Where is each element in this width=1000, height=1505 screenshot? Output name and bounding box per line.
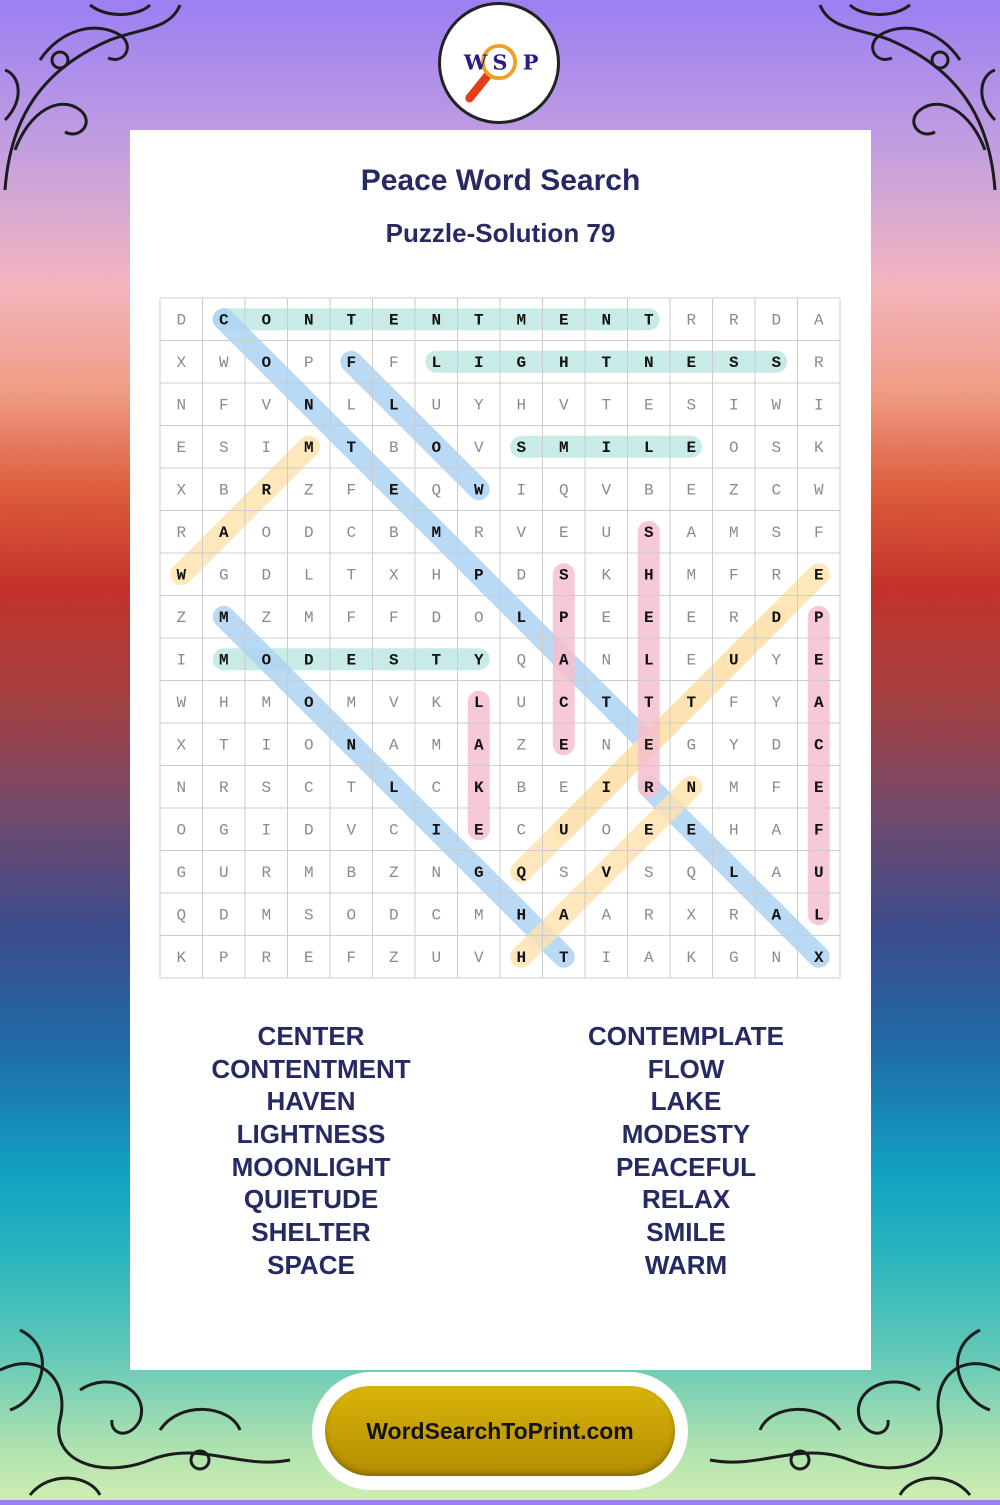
grid-cell[interactable]: N — [303, 311, 314, 330]
grid-cell[interactable]: X — [686, 906, 697, 925]
grid-cell[interactable]: N — [431, 863, 442, 882]
grid-cell[interactable]: B — [516, 778, 527, 797]
grid-cell[interactable]: C — [303, 778, 314, 797]
word-list-item: SMILE — [646, 1217, 726, 1248]
grid-cell[interactable]: M — [303, 608, 314, 627]
grid-cell[interactable]: G — [176, 863, 187, 882]
grid-cell[interactable]: R — [728, 311, 739, 330]
grid-cell[interactable]: Q — [516, 651, 527, 670]
grid-cell[interactable]: M — [558, 438, 569, 457]
grid-cell[interactable]: N — [601, 311, 612, 330]
grid-cell[interactable]: M — [261, 693, 272, 712]
grid-cell[interactable]: F — [728, 693, 739, 712]
grid-cell[interactable]: V — [601, 863, 612, 882]
grid-cell[interactable]: E — [473, 821, 484, 840]
grid-cell[interactable]: M — [261, 906, 272, 925]
word-list-right — [506, 1020, 866, 1282]
grid-cell[interactable]: W — [218, 353, 229, 372]
grid-cell[interactable]: E — [558, 736, 569, 755]
grid-cell[interactable]: U — [516, 693, 527, 712]
grid-cell[interactable]: N — [176, 778, 187, 797]
grid-cell[interactable]: D — [303, 523, 314, 542]
grid-cell[interactable]: F — [346, 481, 357, 500]
grid-cell[interactable]: E — [643, 396, 654, 415]
grid-cell[interactable]: D — [771, 311, 782, 330]
grid-cell[interactable]: P — [813, 608, 824, 627]
page-title: Peace Word Search — [360, 164, 641, 197]
grid-cell[interactable]: H — [558, 353, 569, 372]
grid-cell[interactable]: V — [601, 481, 612, 500]
grid-cell[interactable]: K — [431, 693, 442, 712]
grid-cell[interactable]: I — [728, 396, 739, 415]
grid-cell[interactable]: L — [516, 608, 527, 627]
grid-cell[interactable]: F — [813, 821, 824, 840]
grid-cell[interactable]: O — [261, 311, 272, 330]
page-subtitle: Puzzle-Solution 79 — [385, 218, 616, 248]
grid-cell[interactable]: I — [261, 438, 272, 457]
grid-cell[interactable]: A — [473, 736, 484, 755]
word-list-item: RELAX — [641, 1184, 731, 1215]
grid-cell[interactable]: E — [303, 948, 314, 967]
grid-cell[interactable]: B — [218, 481, 229, 500]
grid-cell[interactable]: E — [643, 736, 654, 755]
word-list-item: MODESTY — [621, 1119, 751, 1150]
grid-cell[interactable]: Z — [388, 863, 399, 882]
grid-cell[interactable]: R — [176, 523, 187, 542]
site-banner-pill[interactable] — [325, 1386, 675, 1476]
grid-cell[interactable]: A — [686, 523, 697, 542]
grid-cell[interactable]: C — [431, 906, 442, 925]
grid-cell[interactable]: I — [813, 396, 824, 415]
grid-cell[interactable]: S — [728, 353, 739, 372]
grid-cell[interactable]: Q — [176, 906, 187, 925]
word-list-item: SPACE — [267, 1249, 355, 1280]
grid-cell[interactable]: S — [516, 438, 527, 457]
grid-cell[interactable]: L — [643, 651, 654, 670]
grid-cell[interactable]: Q — [686, 863, 697, 882]
grid-cell[interactable]: O — [176, 821, 187, 840]
grid-cell[interactable]: D — [176, 311, 187, 330]
grid-cell[interactable]: R — [261, 481, 272, 500]
grid-cell[interactable]: W — [473, 481, 484, 500]
grid-cell[interactable]: E — [558, 523, 569, 542]
grid-cell[interactable]: E — [686, 481, 697, 500]
grid-cell[interactable]: S — [558, 566, 569, 585]
grid-cell[interactable]: S — [643, 523, 654, 542]
word-search-grid — [130, 130, 871, 990]
wsp-logo — [438, 2, 560, 124]
grid-cell[interactable]: S — [558, 863, 569, 882]
grid-cell[interactable]: F — [771, 778, 782, 797]
grid-cell[interactable]: E — [813, 778, 824, 797]
grid-cell[interactable]: C — [346, 523, 357, 542]
grid-cell[interactable]: M — [431, 523, 442, 542]
grid-cell[interactable]: D — [388, 906, 399, 925]
logo-letter-p: P — [522, 49, 539, 75]
grid-cell[interactable]: E — [686, 821, 697, 840]
grid-cell[interactable]: U — [431, 396, 442, 415]
grid-cell[interactable]: C — [516, 821, 527, 840]
grid-cell[interactable]: V — [558, 396, 569, 415]
logo-letter-s: S — [492, 49, 508, 75]
grid-cell[interactable]: I — [601, 778, 612, 797]
grid-cell[interactable]: L — [643, 438, 654, 457]
grid-cell[interactable]: E — [643, 608, 654, 627]
grid-cell[interactable]: E — [686, 438, 697, 457]
grid-cell[interactable]: K — [686, 948, 697, 967]
grid-cell[interactable]: O — [261, 353, 272, 372]
grid-cell[interactable]: C — [813, 736, 824, 755]
grid-cell[interactable]: M — [218, 608, 229, 627]
grid-cell[interactable]: N — [431, 311, 442, 330]
grid-cell[interactable]: D — [218, 906, 229, 925]
grid-cell[interactable]: M — [686, 566, 697, 585]
grid-cell[interactable]: T — [601, 353, 612, 372]
grid-cell[interactable]: A — [643, 948, 654, 967]
grid-cell[interactable]: U — [601, 523, 612, 542]
grid-cell[interactable]: A — [771, 906, 782, 925]
grid-cell[interactable]: E — [388, 481, 399, 500]
grid-cell[interactable]: Z — [728, 481, 739, 500]
grid-cell[interactable]: T — [346, 438, 357, 457]
grid-cell[interactable]: V — [261, 396, 272, 415]
logo-letter-w: W — [463, 49, 488, 75]
grid-cell[interactable]: D — [771, 608, 782, 627]
grid-cell[interactable]: L — [728, 863, 739, 882]
grid-cell[interactable]: T — [643, 311, 654, 330]
grid-cell[interactable]: R — [473, 523, 484, 542]
grid-cell[interactable]: Q — [431, 481, 442, 500]
grid-cell[interactable]: S — [388, 651, 399, 670]
grid-cell[interactable]: T — [346, 778, 357, 797]
grid-cell[interactable]: N — [303, 396, 314, 415]
grid-cell[interactable]: B — [388, 438, 399, 457]
grid-cell[interactable]: E — [686, 651, 697, 670]
grid-cell[interactable]: E — [388, 311, 399, 330]
grid-cell[interactable]: Y — [728, 736, 739, 755]
word-list-item: HAVEN — [266, 1086, 356, 1117]
grid-cell[interactable]: K — [176, 948, 187, 967]
grid-cell[interactable]: R — [771, 566, 782, 585]
grid-cell[interactable]: O — [728, 438, 739, 457]
grid-cell[interactable]: D — [771, 736, 782, 755]
word-list-item: CENTER — [257, 1021, 365, 1051]
grid-cell[interactable]: G — [686, 736, 697, 755]
grid-cell[interactable]: U — [558, 821, 569, 840]
grid-cell[interactable]: U — [431, 948, 442, 967]
grid-cell[interactable]: Z — [261, 608, 272, 627]
grid-cell[interactable]: Q — [516, 863, 527, 882]
grid-cell[interactable]: K — [473, 778, 484, 797]
grid-cell[interactable]: E — [686, 353, 697, 372]
grid-cell[interactable]: E — [176, 438, 187, 457]
grid-cell[interactable]: P — [303, 353, 314, 372]
grid-cell[interactable]: A — [388, 736, 399, 755]
grid-cell[interactable]: D — [261, 566, 272, 585]
grid-cell[interactable]: M — [431, 736, 442, 755]
word-list-left — [131, 1020, 491, 1282]
grid-cell[interactable]: Q — [558, 481, 569, 500]
grid-cell[interactable]: P — [473, 566, 484, 585]
grid-cell[interactable]: R — [261, 948, 272, 967]
grid-cell[interactable]: X — [176, 353, 187, 372]
grid-cell[interactable]: C — [558, 693, 569, 712]
grid-cell[interactable]: C — [388, 821, 399, 840]
grid-cell[interactable]: I — [601, 438, 612, 457]
grid-cell[interactable]: I — [473, 353, 484, 372]
grid-cell[interactable]: B — [643, 481, 654, 500]
grid-cell[interactable]: F — [346, 353, 357, 372]
site-link[interactable]: WordSearchToPrint.com — [366, 1418, 634, 1444]
grid-cell[interactable]: U — [813, 863, 824, 882]
grid-cell[interactable]: A — [813, 311, 824, 330]
grid-cell[interactable]: O — [601, 821, 612, 840]
grid-cell[interactable]: E — [643, 821, 654, 840]
word-list-item: QUIETUDE — [243, 1184, 379, 1215]
grid-cell[interactable]: M — [728, 523, 739, 542]
grid-cell[interactable]: I — [261, 736, 272, 755]
grid-cell[interactable]: W — [813, 481, 824, 500]
word-list-item: SHELTER — [251, 1217, 371, 1248]
grid-cell[interactable]: U — [728, 651, 739, 670]
grid-cell[interactable]: M — [728, 778, 739, 797]
grid-cell[interactable]: O — [303, 736, 314, 755]
word-list-item: FLOW — [647, 1053, 725, 1084]
grid-cell[interactable]: S — [771, 438, 782, 457]
grid-cell[interactable]: D — [303, 821, 314, 840]
grid-cell[interactable]: Y — [473, 651, 484, 670]
word-list-item: CONTENTMENT — [211, 1053, 411, 1084]
grid-cell[interactable]: F — [218, 396, 229, 415]
grid-cell[interactable]: K — [601, 566, 612, 585]
grid-cell[interactable]: W — [176, 693, 187, 712]
grid-cell[interactable]: S — [643, 863, 654, 882]
grid-cell[interactable]: N — [346, 736, 357, 755]
grid-cell[interactable]: T — [346, 566, 357, 585]
grid-cell[interactable]: H — [516, 948, 527, 967]
grid-cell[interactable]: S — [261, 778, 272, 797]
grid-cell[interactable]: M — [218, 651, 229, 670]
grid-cell[interactable]: L — [346, 396, 357, 415]
grid-cell[interactable]: T — [218, 736, 229, 755]
grid-cell[interactable]: O — [473, 608, 484, 627]
grid-cell[interactable]: L — [473, 693, 484, 712]
grid-cell[interactable]: E — [601, 608, 612, 627]
grid-cell[interactable]: H — [728, 821, 739, 840]
grid-cell[interactable]: H — [218, 693, 229, 712]
grid-cell[interactable]: F — [346, 608, 357, 627]
grid-cell[interactable]: R — [728, 608, 739, 627]
grid-cell[interactable]: M — [516, 311, 527, 330]
grid-cell[interactable]: D — [516, 566, 527, 585]
grid-cell[interactable]: B — [388, 523, 399, 542]
grid-cell[interactable]: X — [813, 948, 824, 967]
grid-cell[interactable]: I — [516, 481, 527, 500]
grid-cell[interactable]: N — [601, 736, 612, 755]
grid-cell[interactable]: E — [346, 651, 357, 670]
grid-cell[interactable]: I — [261, 821, 272, 840]
grid-cell[interactable]: V — [346, 821, 357, 840]
grid-cell[interactable]: H — [431, 566, 442, 585]
grid-cell[interactable]: Y — [771, 651, 782, 670]
grid-cell[interactable]: W — [771, 396, 782, 415]
grid-cell[interactable]: G — [728, 948, 739, 967]
puzzle-card — [130, 130, 871, 1370]
grid-cell[interactable]: H — [516, 906, 527, 925]
grid-cell[interactable]: D — [303, 651, 314, 670]
grid-cell[interactable]: A — [601, 906, 612, 925]
grid-cell[interactable]: E — [813, 566, 824, 585]
grid-cell[interactable]: A — [218, 523, 229, 542]
grid-cell[interactable]: L — [388, 778, 399, 797]
grid-cell[interactable]: V — [388, 693, 399, 712]
grid-cell[interactable]: Y — [771, 693, 782, 712]
grid-cell[interactable]: I — [601, 948, 612, 967]
grid-cell[interactable]: N — [686, 778, 697, 797]
grid-cell[interactable]: C — [771, 481, 782, 500]
grid-cell[interactable]: P — [218, 948, 229, 967]
grid-cell[interactable]: V — [516, 523, 527, 542]
grid-cell[interactable]: N — [771, 948, 782, 967]
grid-cell[interactable]: S — [686, 396, 697, 415]
word-list-item: MOONLIGHT — [231, 1151, 391, 1182]
grid-cell[interactable]: G — [218, 566, 229, 585]
grid-cell[interactable]: G — [473, 863, 484, 882]
grid-cell[interactable]: O — [261, 523, 272, 542]
grid-cell[interactable]: E — [686, 608, 697, 627]
grid-cell[interactable]: O — [261, 651, 272, 670]
grid-cell[interactable]: I — [431, 821, 442, 840]
grid-cell[interactable]: T — [473, 311, 484, 330]
grid-cell[interactable]: E — [558, 778, 569, 797]
grid-cell[interactable]: T — [686, 693, 697, 712]
grid-cell[interactable]: F — [813, 523, 824, 542]
grid-cell[interactable]: W — [176, 566, 187, 585]
grid-cell[interactable]: R — [643, 778, 654, 797]
grid-cell[interactable]: M — [346, 693, 357, 712]
grid-cell[interactable]: P — [558, 608, 569, 627]
grid-cell[interactable]: A — [558, 651, 569, 670]
grid-cell[interactable]: X — [176, 481, 187, 500]
grid-cell[interactable]: R — [643, 906, 654, 925]
grid-cell[interactable]: F — [388, 353, 399, 372]
grid-cell[interactable]: T — [558, 948, 569, 967]
grid-cell[interactable]: L — [388, 396, 399, 415]
grid-cell[interactable]: O — [346, 906, 357, 925]
grid-cell[interactable]: M — [473, 906, 484, 925]
word-list-item: PEACEFUL — [615, 1151, 757, 1182]
grid-cell[interactable]: L — [303, 566, 314, 585]
grid-cell[interactable]: E — [813, 651, 824, 670]
grid-cell[interactable]: A — [771, 821, 782, 840]
grid-cell[interactable]: S — [218, 438, 229, 457]
grid-cell[interactable]: Y — [473, 396, 484, 415]
grid-cell[interactable]: C — [431, 778, 442, 797]
grid-cell[interactable]: O — [303, 693, 314, 712]
grid-cell[interactable]: V — [473, 948, 484, 967]
grid-cell[interactable]: U — [218, 863, 229, 882]
grid-cell[interactable]: M — [303, 863, 314, 882]
grid-cell[interactable]: R — [728, 906, 739, 925]
grid-cell[interactable]: K — [813, 438, 824, 457]
grid-cell[interactable]: Z — [388, 948, 399, 967]
grid-cell[interactable]: F — [346, 948, 357, 967]
grid-cell[interactable]: F — [388, 608, 399, 627]
grid-cell[interactable]: L — [431, 353, 442, 372]
grid-cell[interactable]: T — [346, 311, 357, 330]
grid-cell[interactable]: D — [431, 608, 442, 627]
grid-cell[interactable]: N — [643, 353, 654, 372]
grid-cell[interactable]: O — [431, 438, 442, 457]
grid-cell[interactable]: S — [303, 906, 314, 925]
grid-cell[interactable]: B — [346, 863, 357, 882]
grid-cell[interactable]: Z — [516, 736, 527, 755]
grid-cell[interactable]: Z — [303, 481, 314, 500]
grid-cell[interactable]: S — [771, 353, 782, 372]
grid-cell[interactable]: T — [601, 693, 612, 712]
grid-cell[interactable]: H — [643, 566, 654, 585]
grid-cell[interactable]: R — [813, 353, 824, 372]
word-list-item: LAKE — [650, 1086, 722, 1117]
word-list-item: WARM — [644, 1249, 728, 1280]
grid-cell[interactable]: R — [218, 778, 229, 797]
word-list-item: CONTEMPLATE — [588, 1021, 784, 1051]
grid-cell[interactable]: I — [176, 651, 187, 670]
grid-cell[interactable]: X — [388, 566, 399, 585]
word-list-item: LIGHTNESS — [236, 1119, 386, 1150]
grid-cell[interactable]: T — [431, 651, 442, 670]
grid-cell[interactable]: T — [601, 396, 612, 415]
grid-cell[interactable]: N — [176, 396, 187, 415]
grid-cell[interactable]: H — [516, 396, 527, 415]
site-banner[interactable] — [312, 1372, 688, 1490]
grid-cell[interactable]: M — [303, 438, 314, 457]
grid-cell[interactable]: S — [771, 523, 782, 542]
grid-cell[interactable]: R — [261, 863, 272, 882]
grid-cell[interactable]: G — [218, 821, 229, 840]
grid-cell[interactable]: A — [813, 693, 824, 712]
grid-cell[interactable]: N — [601, 651, 612, 670]
grid-cell[interactable]: V — [473, 438, 484, 457]
grid-cell[interactable]: A — [558, 906, 569, 925]
grid-cell[interactable]: L — [813, 906, 824, 925]
grid-cell[interactable]: R — [686, 311, 697, 330]
grid-cell[interactable]: X — [176, 736, 187, 755]
grid-cell[interactable]: T — [643, 693, 654, 712]
grid-cell[interactable]: A — [771, 863, 782, 882]
grid-cell[interactable]: Z — [176, 608, 187, 627]
grid-cell[interactable]: E — [558, 311, 569, 330]
grid-cell[interactable]: C — [218, 311, 229, 330]
grid-cell[interactable]: F — [728, 566, 739, 585]
grid-cell[interactable]: G — [516, 353, 527, 372]
